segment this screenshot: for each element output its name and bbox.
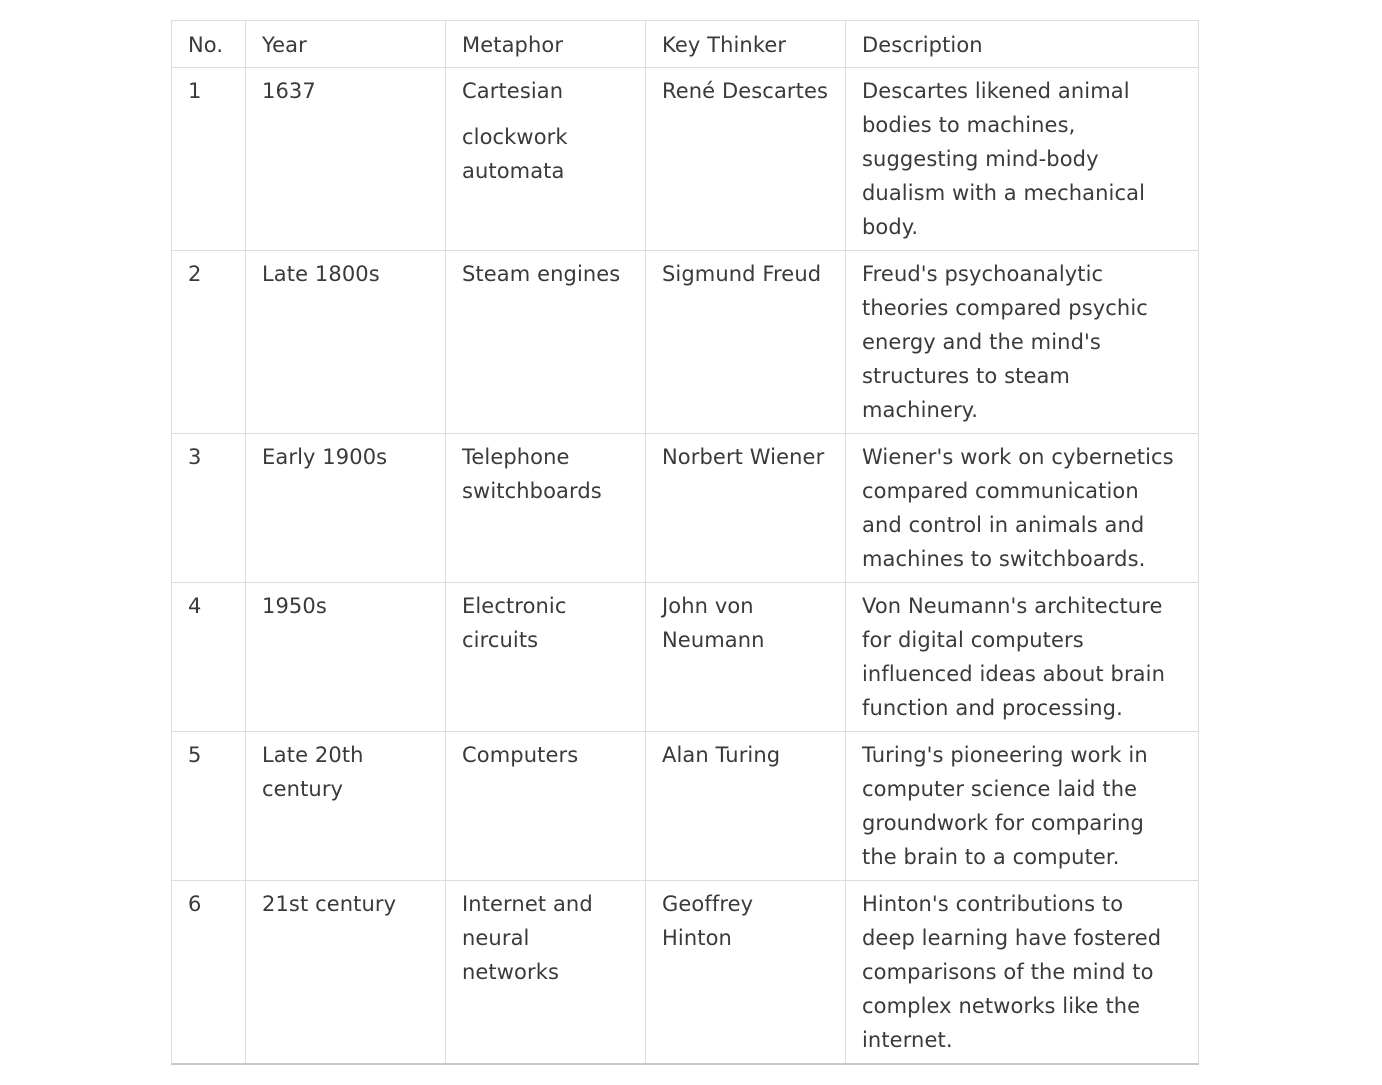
cell-description: Freud's psychoanalytic theories compared psychic energy and the mind's structures to steam machinery. bbox=[846, 251, 1199, 434]
cell-key-thinker: Geoffrey Hinton bbox=[646, 881, 846, 1065]
cell-metaphor: Electronic circuits bbox=[446, 583, 646, 732]
table-row bbox=[172, 881, 1199, 1065]
cell-description: Von Neumann's architecture for digital computers influenced ideas about brain function and processing. bbox=[846, 583, 1199, 732]
cell-description: Hinton's contributions to deep learning have fostered comparisons of the mind to complex networks like the internet. bbox=[846, 881, 1199, 1065]
metaphor-line: clockwork automata bbox=[462, 125, 568, 183]
header-key-thinker: Key Thinker bbox=[646, 21, 846, 68]
header-description: Description bbox=[846, 21, 1199, 68]
cell-key-thinker: René Descartes bbox=[646, 68, 846, 251]
header-metaphor: Metaphor bbox=[446, 21, 646, 68]
table-row bbox=[172, 434, 1199, 583]
cell-year: Late 20th century bbox=[246, 732, 446, 881]
header-year: Year bbox=[246, 21, 446, 68]
metaphor-line: Cartesian bbox=[462, 79, 564, 103]
cell-key-thinker: John von Neumann bbox=[646, 583, 846, 732]
cell-no: 5 bbox=[172, 732, 246, 881]
table-row bbox=[172, 68, 1199, 251]
cell-metaphor: Telephone switchboards bbox=[446, 434, 646, 583]
cell-metaphor: Internet and neural networks bbox=[446, 881, 646, 1065]
cell-metaphor: Steam engines bbox=[446, 251, 646, 434]
cell-year: 1950s bbox=[246, 583, 446, 732]
cell-no: 4 bbox=[172, 583, 246, 732]
header-no: No. bbox=[172, 21, 246, 68]
cell-description: Turing's pioneering work in computer science laid the groundwork for comparing the brain to a computer. bbox=[846, 732, 1199, 881]
cell-key-thinker: Norbert Wiener bbox=[646, 434, 846, 583]
metaphor-table-container bbox=[171, 20, 1198, 1065]
cell-key-thinker: Alan Turing bbox=[646, 732, 846, 881]
cell-year: Late 1800s bbox=[246, 251, 446, 434]
cell-no: 1 bbox=[172, 68, 246, 251]
cell-metaphor: Computers bbox=[446, 732, 646, 881]
cell-description: Descartes likened animal bodies to machines, suggesting mind-body dualism with a mechanical body. bbox=[846, 68, 1199, 251]
cell-no: 3 bbox=[172, 434, 246, 583]
cell-year: 21st century bbox=[246, 881, 446, 1065]
table-row bbox=[172, 251, 1199, 434]
cell-no: 6 bbox=[172, 881, 246, 1065]
table-row bbox=[172, 732, 1199, 881]
cell-key-thinker: Sigmund Freud bbox=[646, 251, 846, 434]
cell-description: Wiener's work on cybernetics compared communication and control in animals and machines to switchboards. bbox=[846, 434, 1199, 583]
cell-no: 2 bbox=[172, 251, 246, 434]
cell-year: Early 1900s bbox=[246, 434, 446, 583]
cell-metaphor bbox=[446, 68, 646, 251]
brain-metaphor-table bbox=[171, 20, 1199, 1065]
table-row bbox=[172, 583, 1199, 732]
table-header-row bbox=[172, 21, 1199, 68]
cell-year: 1637 bbox=[246, 68, 446, 251]
